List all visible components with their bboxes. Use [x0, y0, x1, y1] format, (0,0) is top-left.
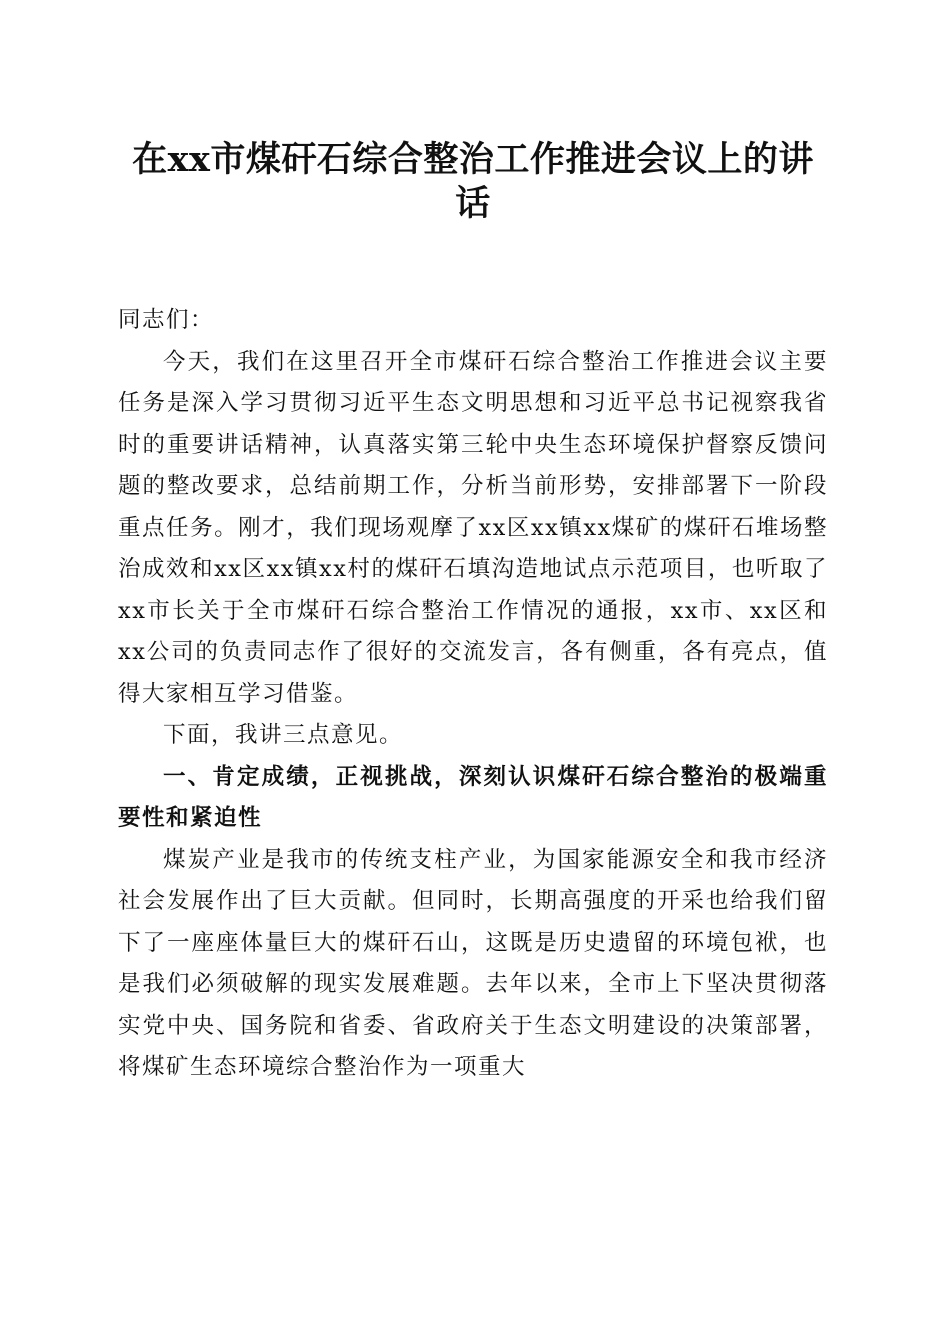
- paragraph-section-one: 煤炭产业是我市的传统支柱产业，为国家能源安全和我市经济社会发展作出了巨大贡献。但同时，长期高强度的开采也给我们留下了一座座体量巨大的煤矸石山，这既是历史遗留的环境包袱，也是我们必须破解的现实发展难题。去年以来，全市上下坚决贯彻落实党中央、国务院和省委、省政府关于生态文明建设的决策部署，将煤矿生态环境综合整治作为一项重大: [118, 846, 828, 1080]
- paragraph-intro: 今天，我们在这里召开全市煤矸石综合整治工作推进会议主要任务是深入学习贯彻习近平生态文明思想和习近平总书记视察我省时的重要讲话精神，认真落实第三轮中央生态环境保护督察反馈问题的整改要求，总结前期工作，分析当前形势，安排部署下一阶段重点任务。刚才，我们现场观摩了xx区xx镇xx煤矿的煤矸石堆场整治成效和xx区xx镇xx村的煤矸石填沟造地试点示范项目，也听取了xx市长关于全市煤矸石综合整治工作情况的通报，xx市、xx区和xx公司的负责同志作了很好的交流发言，各有侧重，各有亮点，值得大家相互学习借鉴。: [118, 348, 828, 707]
- document-page: [118, 138, 828, 1089]
- section-heading-one: 一、肯定成绩，正视挑战，深刻认识煤矸石综合整治的极端重要性和紧迫性: [118, 763, 828, 831]
- document-title: 在xx市煤矸石综合整治工作推进会议上的讲话: [132, 139, 814, 224]
- paragraph-transition: 下面，我讲三点意见。: [163, 722, 404, 748]
- greeting: 同志们：: [118, 307, 215, 333]
